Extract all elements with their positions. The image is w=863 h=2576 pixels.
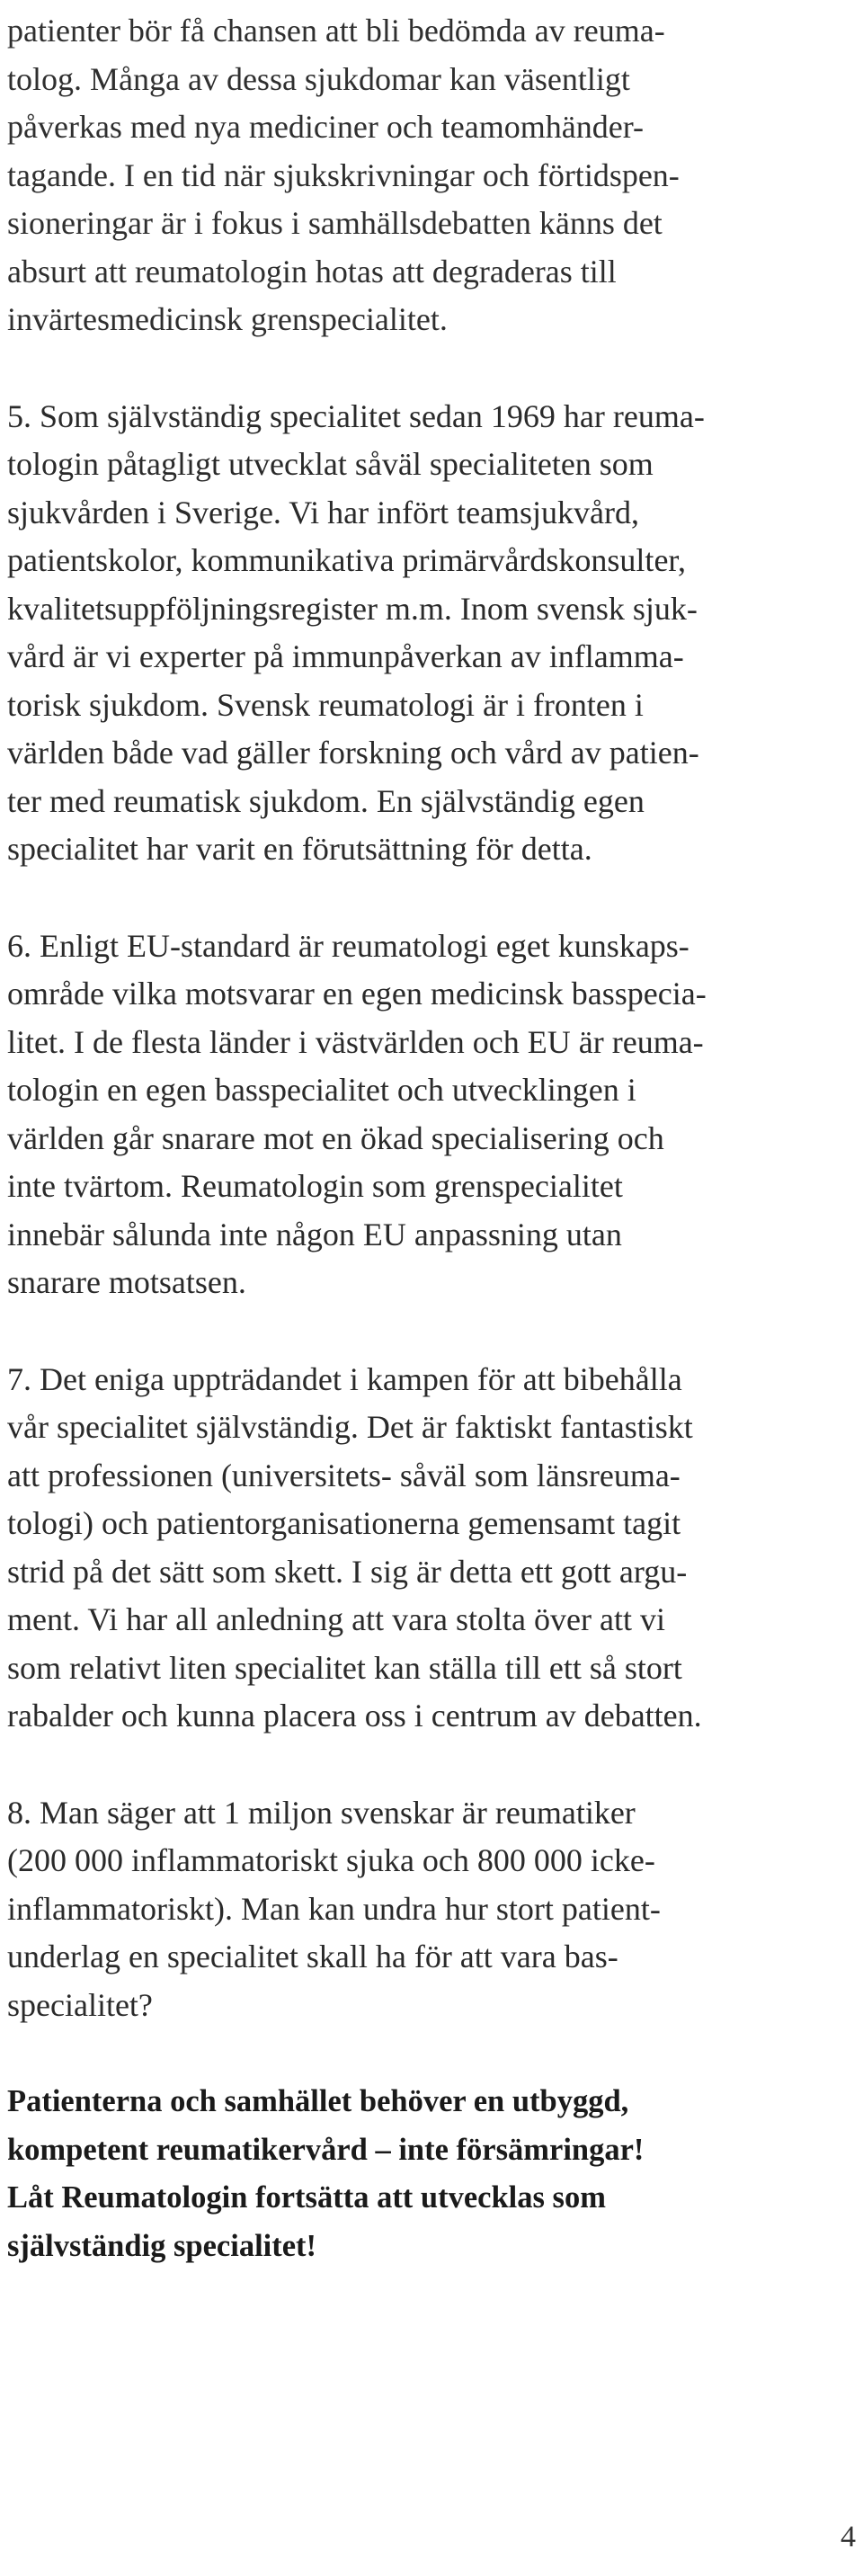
closing-statement (7, 2078, 812, 2270)
text-line: vår specialitet självständig. Det är faktiskt fantastiskt (7, 1409, 693, 1445)
text-line: invärtesmedicinsk grenspecialitet. (7, 301, 448, 337)
text-line: tagande. I en tid när sjukskrivningar och förtidspen- (7, 156, 680, 193)
text-line: världen går snarare mot en ökad specialisering och (7, 1119, 664, 1156)
text-line: påverkas med nya mediciner och teamomhänder- (7, 109, 644, 145)
text-line: inte tvärtom. Reumatologin som grenspecialitet (7, 1168, 623, 1204)
text-line: snarare motsatsen. (7, 1264, 246, 1300)
closing-line: Patienterna och samhället behöver en utbyggd, (7, 2084, 629, 2118)
text-line: inflammatoriskt). Man kan undra hur stort patient- (7, 1890, 661, 1927)
text-line: tologin en egen basspecialitet och utvecklingen i (7, 1072, 636, 1108)
text-column (7, 7, 812, 2319)
text-line: absurt att reumatologin hotas att degraderas till (7, 253, 617, 290)
text-line: världen både vad gäller forskning och vård av patien- (7, 735, 699, 771)
text-line: patientskolor, kommunikativa primärvårdskonsulter, (7, 542, 686, 578)
text-line: underlag en specialitet skall ha för att vara bas- (7, 1939, 618, 1974)
paragraph-point-7 (7, 1356, 812, 1741)
text-line: innebär sålunda inte någon EU anpassning utan (7, 1216, 622, 1252)
text-line: specialitet har varit en förutsättning för detta. (7, 831, 592, 867)
closing-line: självständig specialitet! (7, 2228, 317, 2263)
paragraph-point-5 (7, 393, 812, 874)
text-line: litet. I de flesta länder i västvärlden och EU är reuma- (7, 1023, 704, 1060)
text-line: sioneringar är i fokus i samhällsdebatten känns det (7, 205, 663, 241)
text-line: sjukvården i Sverige. Vi har infört teamsjukvård, (7, 494, 640, 530)
text-line: område vilka motsvarar en egen medicinsk basspecia- (7, 976, 707, 1012)
page-number: 4 (841, 2520, 856, 2554)
text-line: 8. Man säger att 1 miljon svenskar är reumatiker (7, 1794, 636, 1831)
text-line: ment. Vi har all anledning att vara stolta över att vi (7, 1601, 665, 1637)
paragraph-intro-continuation (7, 7, 812, 344)
text-line: 7. Det eniga uppträdandet i kampen för att bibehålla (7, 1360, 682, 1397)
text-line: att professionen (universitets- såväl som länsreuma- (7, 1457, 681, 1493)
text-line: rabalder och kunna placera oss i centrum av debatten. (7, 1698, 702, 1734)
text-line: kvalitetsuppföljningsregister m.m. Inom svensk sjuk- (7, 590, 698, 627)
text-line: torisk sjukdom. Svensk reumatologi är i fronten i (7, 686, 644, 723)
text-line: ter med reumatisk sjukdom. En självständig egen (7, 782, 645, 819)
text-line: tolog. Många av dessa sjukdomar kan väsentligt (7, 60, 630, 97)
text-line: specialitet? (7, 1986, 153, 2023)
text-line: (200 000 inflammatoriskt sjuka och 800 000 icke- (7, 1842, 655, 1878)
text-line: 5. Som självständig specialitet sedan 1969 har reuma- (7, 397, 705, 434)
paragraph-point-6 (7, 923, 812, 1307)
text-line: strid på det sätt som skett. I sig är detta ett gott argu- (7, 1553, 688, 1590)
closing-line: Låt Reumatologin fortsätta att utvecklas som (7, 2180, 606, 2215)
text-line: som relativt liten specialitet kan ställa till ett så stort (7, 1649, 682, 1686)
text-line: tologin påtagligt utvecklat såväl specialiteten som (7, 446, 654, 482)
text-line: vård är vi experter på immunpåverkan av inflamma- (7, 638, 684, 674)
paragraph-point-8 (7, 1789, 812, 2030)
closing-line: kompetent reumatikervård – inte försämringar! (7, 2132, 645, 2167)
text-line: patienter bör få chansen att bli bedömda av reuma- (7, 13, 665, 49)
text-line: 6. Enligt EU-standard är reumatologi eget kunskaps- (7, 927, 690, 964)
text-line: tologi) och patientorganisationerna gemensamt tagit (7, 1505, 681, 1541)
